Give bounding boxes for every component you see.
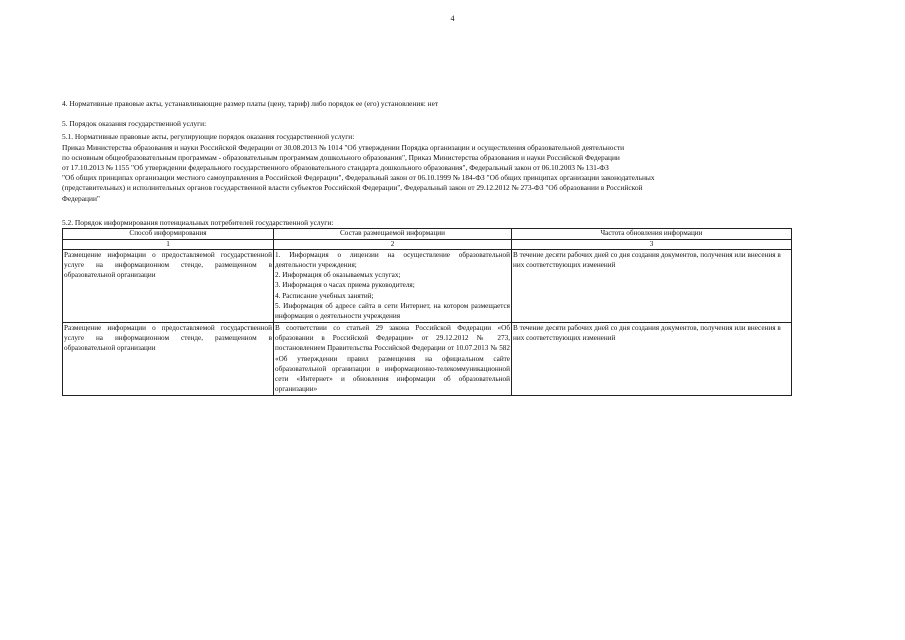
cell-frequency: В течение десяти рабочих дней со дня создания документов, получения или внесения в них соответствующих изменений: [512, 249, 792, 322]
legal-acts-line: (представительных) и исполнительных органов государственной власти субъектов Российской Федерации", Федеральный закон от 29.12.2012 № 273-ФЗ "Об образовании в Российской: [62, 183, 643, 193]
header-method: Способ информирования: [63, 229, 274, 240]
content-item: В соответствии со статьей 29 закона Российской Федерации «Об образовании в Российской Федерации» от 29.12.2012 № 273, постановлением Правительства Российской Федерации от 10.07.2013 № 582 «Об утверждении правил размещения на официальном сайте образовательной организации в информационно-телекоммуникационной сети «Интернет» и обновления информации об образовательной организации»: [275, 323, 510, 394]
cell-content: [274, 249, 512, 322]
content-item: 4. Расписание учебных занятий;: [275, 291, 374, 300]
content-item: 1. Информация о лицензии на осуществление образовательной деятельности учреждения;: [275, 250, 510, 269]
column-number: 3: [512, 239, 792, 249]
table-header-row: [63, 229, 792, 240]
section-5-1-title: 5.1. Нормативные правовые акты, регулирующие порядок оказания государственной услуги:: [62, 132, 355, 142]
legal-acts-line: Федерации": [62, 193, 100, 203]
cell-method: Размещение информации о предоставляемой государственной услуге на информационном стенде, размещенном в образовательной организации: [63, 322, 274, 395]
legal-acts-line: Приказ Министерства образования и науки Российской Федерации от 30.08.2013 № 1014 "Об утверждении Порядка организации и осуществления образовательной деятельности: [62, 142, 625, 152]
header-frequency: Частота обновления информации: [512, 229, 792, 240]
content-item: 5. Информация об адресе сайта в сети Интернет, на котором размещается информация о деятельности учреждения: [275, 302, 510, 321]
column-number: 2: [274, 239, 512, 249]
legal-acts-line: по основным общеобразовательным программам - образовательным программам дошкольного образования", Приказ Министерства образования и науки Российской Федерации: [62, 152, 620, 162]
table-row: [63, 322, 792, 395]
header-content: Состав размещаемой информации: [274, 229, 512, 240]
section-5-title: 5. Порядок оказания государственной услуги:: [62, 119, 207, 129]
legal-acts-line: от 17.10.2013 № 1155 "Об утверждении федерального государственного образовательного стандарта дошкольного образования", Федеральный закон от 06.10.2003 № 131-ФЗ: [62, 163, 609, 173]
content-item: 2. Информация об оказываемых услугах;: [275, 271, 401, 280]
information-table: [62, 228, 792, 396]
legal-acts-line: "Об общих принципах организации местного самоуправления в Российской Федерации", Федеральный закон от 06.10.1999 № 184-ФЗ "Об общих принципах организации законодательных: [62, 173, 655, 183]
table-row: [63, 249, 792, 322]
cell-method: Размещение информации о предоставляемой государственной услуге на информационном стенде, размещенном в образовательной организации: [63, 249, 274, 322]
page-number: 4: [450, 14, 455, 23]
section-5-1-legal-acts: [62, 143, 814, 204]
cell-frequency: В течение десяти рабочих дней со дня создания документов, получения или внесения в них соответствующих изменений: [512, 322, 792, 395]
document-body: [62, 99, 814, 396]
section-4-text: 4. Нормативные правовые акты, устанавливающие размер платы (цену, тариф) либо порядок ее (его) установления: нет: [62, 99, 439, 108]
column-number: 1: [63, 239, 274, 249]
table-number-row: [63, 239, 792, 249]
section-5-2-title: 5.2. Порядок информирования потенциальных потребителей государственной услуги:: [62, 217, 334, 227]
content-item: 3. Информация о часах приема руководителя;: [275, 281, 415, 290]
cell-content: [274, 322, 512, 395]
